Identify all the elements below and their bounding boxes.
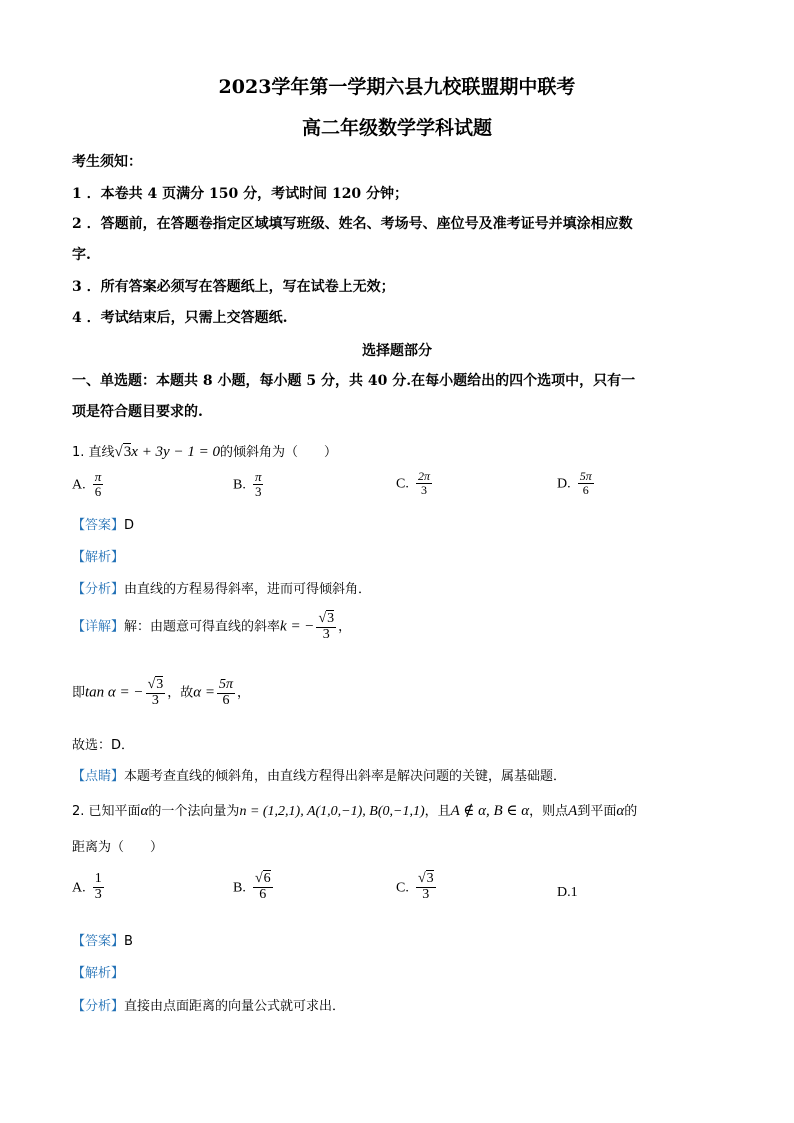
q1-dianjing [72, 765, 566, 784]
q1-answer-value: D [124, 518, 135, 533]
q1-option-a-label: A. [72, 477, 86, 493]
instruction-2: 2 ．答题前，在答题卷指定区域填写班级、姓名、考场号、座位号及准考证号并填涂相应数 [72, 216, 633, 232]
question-2 [72, 800, 637, 820]
instruction-2-cont: 字. [72, 247, 91, 263]
q2-vector-expr: n = (1,2,1), A(1,0,−1), B(0,−1,1) [239, 804, 425, 819]
q1-gu-xuan: 故选：D． [72, 738, 135, 753]
q1-option-d [557, 470, 596, 496]
exam-title: 2023学年第一学期六县九校联盟期中联考 [218, 76, 576, 98]
q1-suffix: 的倾斜角为（ ） [219, 445, 337, 460]
q1-tan-lhs: tan α = − [85, 684, 144, 701]
section-title: 选择题部分 [362, 343, 432, 359]
q1-dianjing-tag: 【点睛】 [72, 769, 125, 784]
q1-option-a [72, 470, 105, 498]
q2-option-d-value: 1 [570, 885, 578, 900]
q1-fenxi-text: 由直线的方程易得斜率，进而可得倾斜角． [124, 582, 372, 597]
q1-option-a-value: $\frac{\pi}{6}$ [94, 469, 102, 499]
q2-option-b-label: B. [233, 880, 246, 896]
q1-slope-lhs: k = − [280, 618, 315, 635]
q2-fenxi-tag: 【分析】 [72, 999, 125, 1014]
q2-option-a-value: $\frac{1}{3}$ [94, 871, 102, 902]
q1-option-d-label: D. [557, 476, 571, 492]
q1-alpha-frac: $\frac{5\pi}{6}$ [219, 677, 234, 708]
q1-equation: √3x + 3y − 1 = 0 [114, 444, 220, 460]
q2-option-b [233, 872, 275, 902]
q1-alpha-tail: ， [237, 685, 251, 701]
q1-xiangjie-tag: 【详解】 [72, 619, 125, 635]
section-intro-line2: 项是符合题目要求的. [72, 404, 203, 420]
q2-answer [72, 930, 133, 949]
q1-option-b-value: $\frac{\pi}{3}$ [254, 469, 262, 499]
q2-fenxi [72, 995, 345, 1014]
question-1 [72, 441, 337, 461]
q2-mid1: 的一个法向量为 [148, 804, 240, 819]
q2-mid2: ，且 [424, 804, 451, 819]
q1-prefix: 1. 直线 [72, 445, 115, 460]
q1-analysis-tag: 【解析】 [72, 550, 125, 565]
q2-option-c [396, 872, 438, 902]
q2-option-d [557, 885, 578, 901]
q1-option-d-value: $\frac{5\pi}{6}$ [579, 469, 592, 497]
q2-option-a-label: A. [72, 880, 86, 896]
q1-tan-frac: $\frac{√3}{3}$ [147, 677, 164, 708]
q1-option-b [233, 470, 265, 498]
q2-option-c-value: $\frac{√3}{3}$ [417, 871, 434, 902]
q1-dianjing-text: 本题考查直线的倾斜角，由直线方程得出斜率是解决问题的关键，属基础题． [124, 769, 567, 784]
q2-alpha-2: α [616, 803, 625, 819]
q1-answer-tag: 【答案】 [72, 518, 125, 533]
q2-alpha: α [140, 803, 149, 819]
section-intro-line1: 一、单选题：本题共 8 小题，每小题 5 分，共 40 分.在每小题给出的四个选项中，只有一 [72, 373, 636, 389]
q2-mid5: 的 [624, 804, 638, 819]
q1-xiangjie-text: 解：由题意可得直线的斜率 [124, 619, 281, 635]
q1-alpha-lhs: α = [193, 684, 216, 701]
instruction-3: 3 ．所有答案必须写在答题纸上，写在试卷上无效； [72, 279, 395, 295]
q1-slope-frac: $\frac{√3}{3}$ [318, 611, 335, 642]
q1-gu: ，故 [167, 685, 194, 701]
q1-ji: 即 [72, 685, 86, 701]
q1-fenxi [72, 578, 371, 597]
q2-option-b-value: $\frac{√6}{6}$ [254, 871, 271, 902]
exam-subtitle: 高二年级数学学科试题 [301, 117, 492, 139]
q1-fenxi-tag: 【分析】 [72, 582, 125, 597]
q2-option-c-label: C. [396, 880, 409, 896]
q1-option-c-label: C. [396, 476, 409, 492]
q2-cond: A ∉ α, B ∈ α [450, 803, 530, 819]
q2-point-a: A [568, 803, 578, 819]
q2-analysis-tag: 【解析】 [72, 966, 125, 981]
q2-option-a [72, 872, 106, 902]
q2-mid4: 到平面 [577, 804, 617, 819]
q2-mid3: ，则点 [529, 804, 569, 819]
q1-xiangjie [72, 612, 351, 642]
q2-answer-value: B [124, 934, 133, 949]
instructions-heading: 考生须知： [72, 154, 142, 170]
q1-option-c [396, 470, 434, 496]
q2-prefix: 2. 已知平面 [72, 804, 141, 819]
q2-answer-tag: 【答案】 [72, 934, 125, 949]
instruction-4: 4 ．考试结束后，只需上交答题纸. [72, 310, 288, 326]
q2-option-d-label: D. [557, 885, 571, 900]
q1-option-c-value: $\frac{2\pi}{3}$ [417, 469, 430, 497]
q2-line2: 距离为（ ） [72, 840, 164, 855]
q2-fenxi-text: 直接由点面距离的向量公式就可求出． [124, 999, 346, 1014]
q1-option-b-label: B. [233, 477, 246, 493]
q1-tan-line [72, 678, 250, 708]
instruction-1: 1 ．本卷共 4 页满分 150 分，考试时间 120 分钟； [72, 186, 409, 202]
q1-answer [72, 514, 134, 533]
q1-slope-tail: ， [338, 619, 352, 635]
